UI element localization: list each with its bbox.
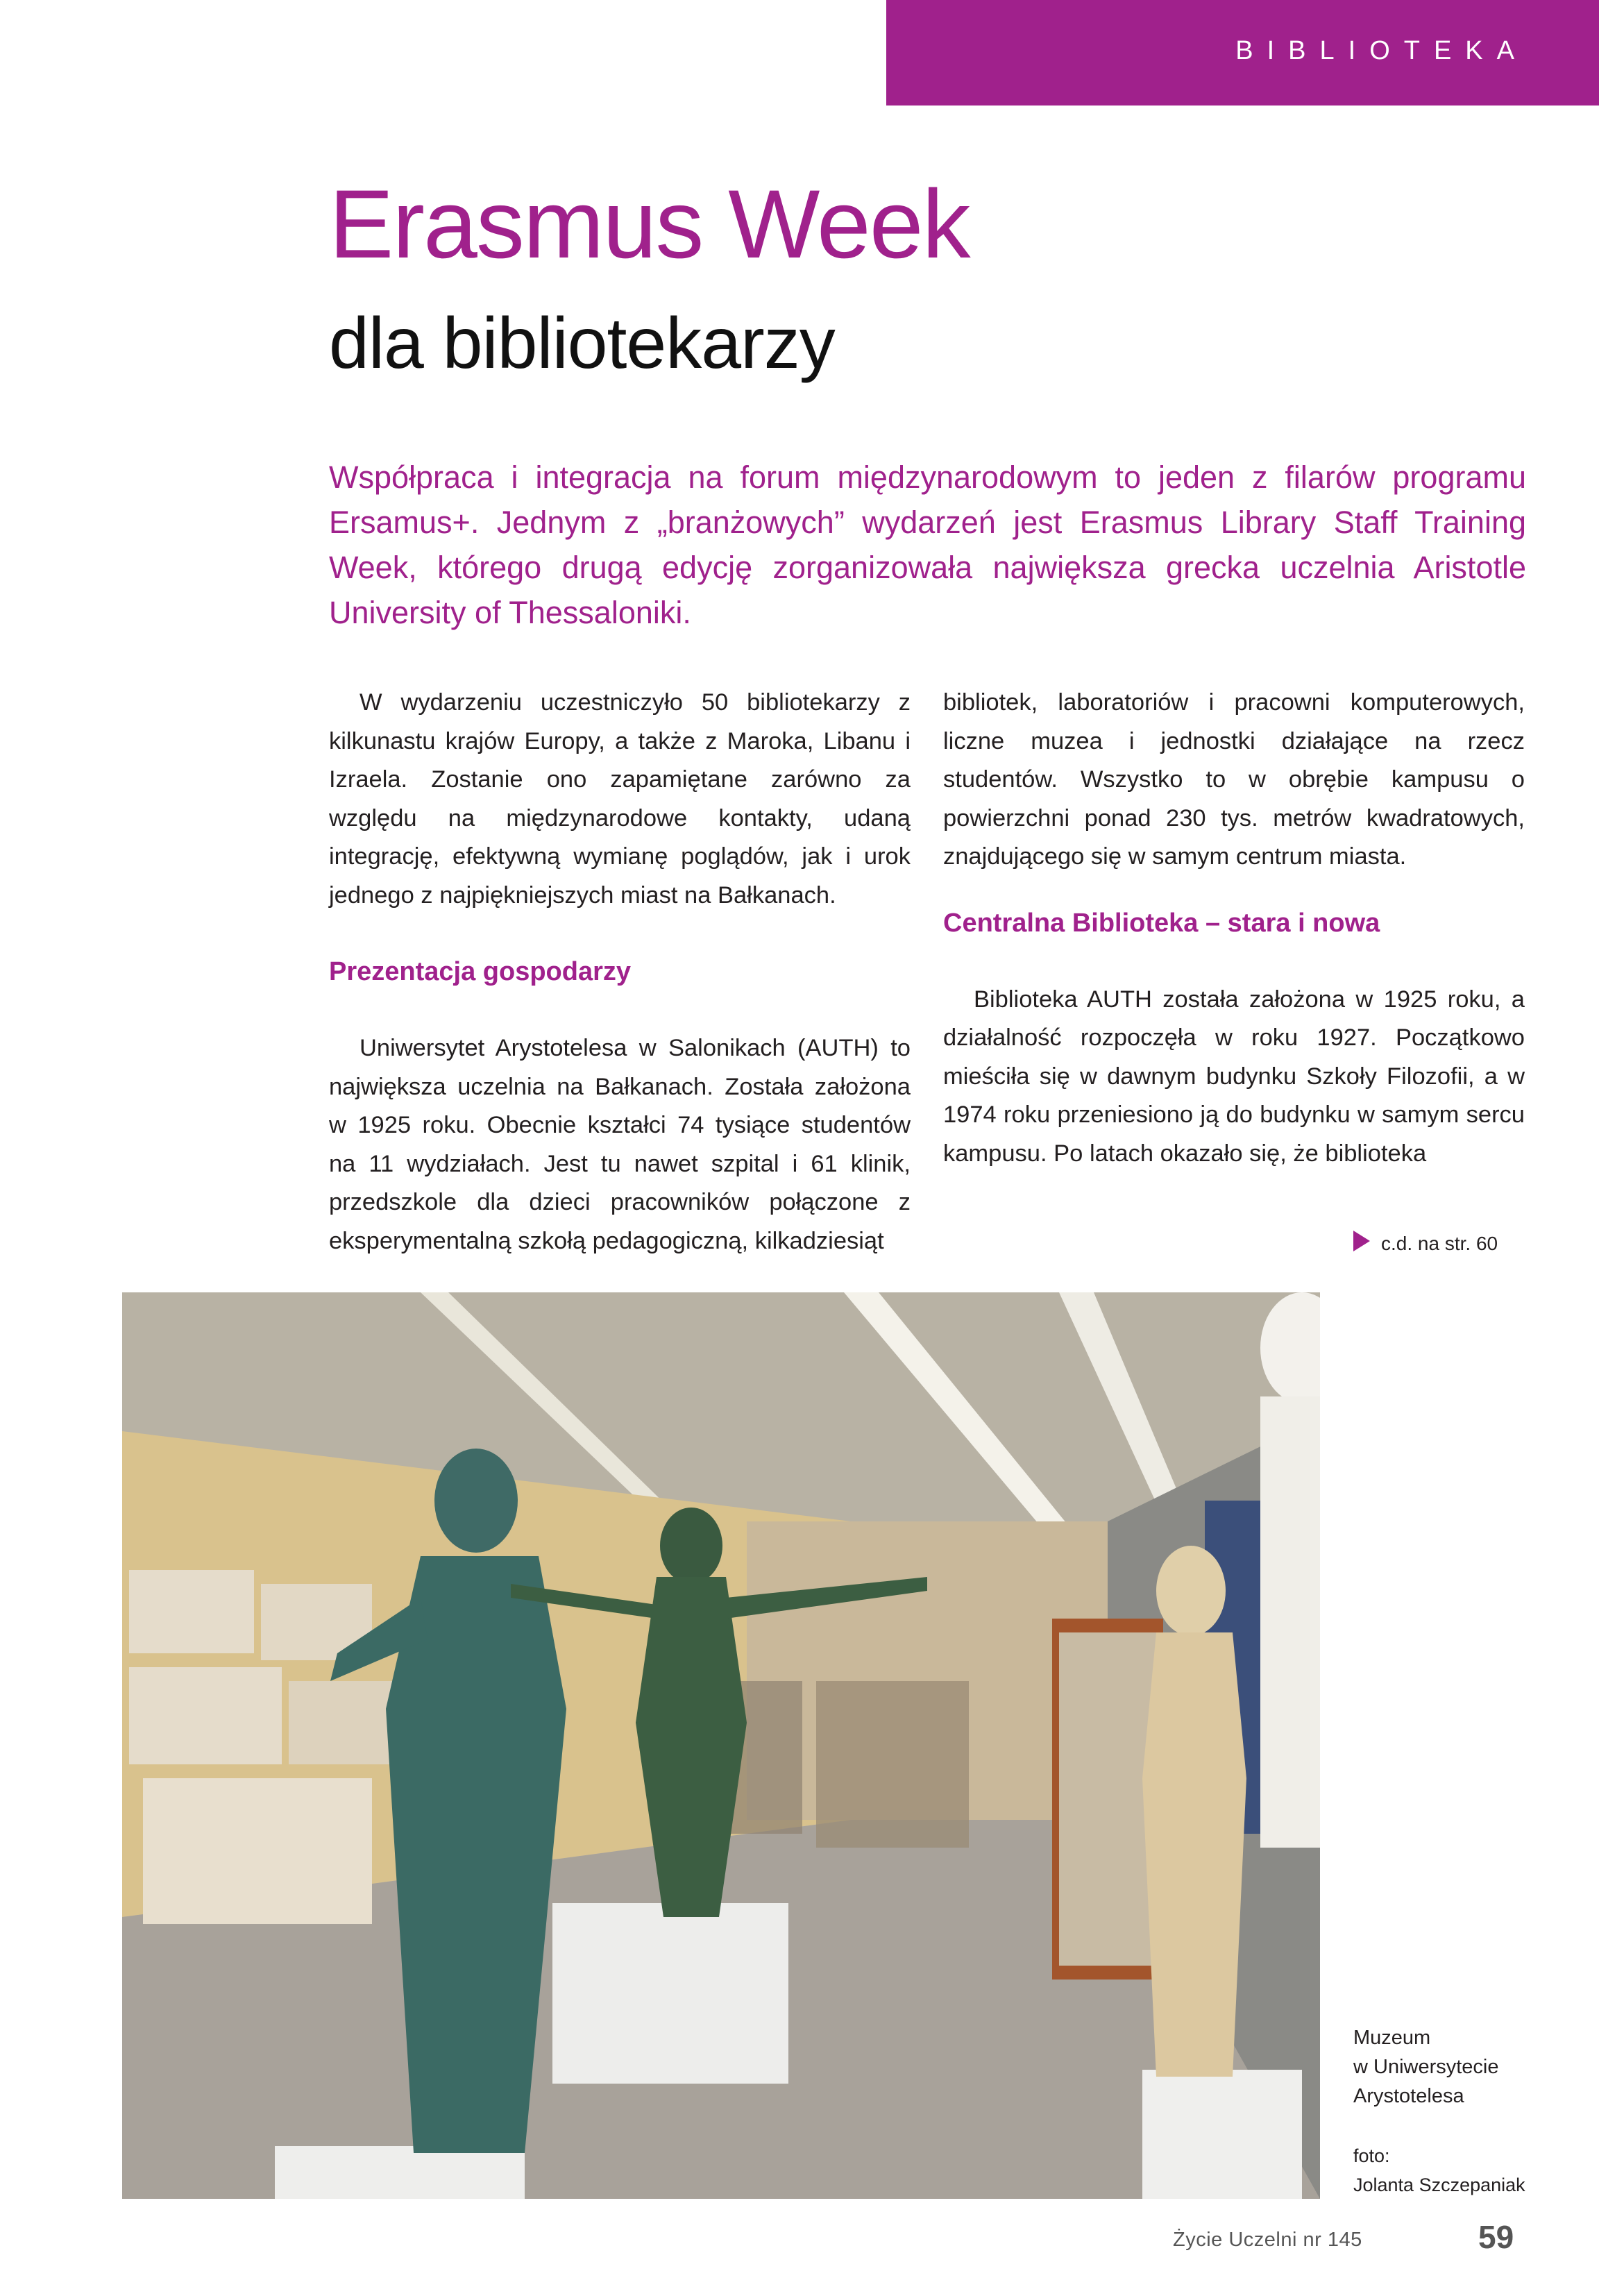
paragraph: bibliotek, laboratoriów i pracowni komputerowych, liczne muzea i jednostki działające na rzecz studentów. Wszystko to w obrębie kampusu o powierzchni ponad 230 tys. metrów kwadratowych, znajdującego się w samym centrum miasta.	[943, 689, 1525, 870]
credit-label: foto:	[1353, 2145, 1390, 2166]
page-number: 59	[1478, 2219, 1514, 2255]
left-column	[329, 684, 911, 1260]
section-heading: Centralna Biblioteka – stara i nowa	[943, 908, 1380, 938]
photo-caption	[1353, 2023, 1562, 2111]
museum-photo-illustration	[122, 1292, 1320, 2199]
caption-line: w Uniwersytecie	[1353, 2056, 1499, 2078]
footer-issue: Życie Uczelni nr 145	[1173, 2229, 1362, 2251]
paragraph: Biblioteka AUTH została założona w 1925 roku, a działalność rozpoczęła w roku 1927. Początkowo mieściła się w dawnym budynku Szkoły Filozofii, a w 1974 roku przeniesiono ją do budynku w samym sercu kampusu. Po latach okazało się, że biblioteka	[943, 986, 1525, 1167]
credit-name: Jolanta Szczepaniak	[1353, 2175, 1525, 2195]
article-subtitle: dla bibliotekarzy	[329, 303, 835, 384]
lead-paragraph: Współpraca i integracja na forum międzynarodowym to jeden z filarów programu Ersamus+. Jednym z „branżowych” wydarzeń jest Erasmus Library Staff Training Week, którego drugą edycję zorganizowała największa grecka uczelnia Aristotle University of Thessaloniki.	[329, 459, 1526, 630]
section-tab	[886, 0, 1599, 105]
paragraph: W wydarzeniu uczestniczyło 50 bibliotekarzy z kilkunastu krajów Europy, a także z Maroka, Libanu i Izraela. Zostanie ono zapamiętane zarówno za względu na międzynarodowe kontakty, udaną integrację, efektywną wymianę poglądów, jak i urok jednego z najpiękniejszych miast na Bałkanach.	[329, 689, 911, 909]
section-heading: Prezentacja gospodarzy	[329, 957, 632, 986]
section-label: BIBLIOTEKA	[1235, 36, 1528, 65]
article-title: Erasmus Week	[329, 169, 970, 278]
photo-credit	[1353, 2141, 1562, 2200]
caption-line: Arystotelesa	[1353, 2085, 1464, 2107]
caption-line: Muzeum	[1353, 2027, 1431, 2049]
continue-arrow-icon	[1353, 1231, 1370, 1251]
museum-photo	[122, 1292, 1320, 2199]
paragraph: Uniwersytet Arystotelesa w Salonikach (AUTH) to największa uczelnia na Bałkanach. Została założona w 1925 roku. Obecnie kształci 74 tysiące studentów na 11 wydziałach. Jest tu nawet szpital i 61 klinik, przedszkole dla dzieci pracowników połączone z eksperymentalną szkołą pedagogiczną, kilkadziesiąt	[329, 1035, 911, 1254]
right-column	[943, 684, 1525, 1173]
continuation-note: c.d. na str. 60	[1381, 1233, 1498, 1254]
